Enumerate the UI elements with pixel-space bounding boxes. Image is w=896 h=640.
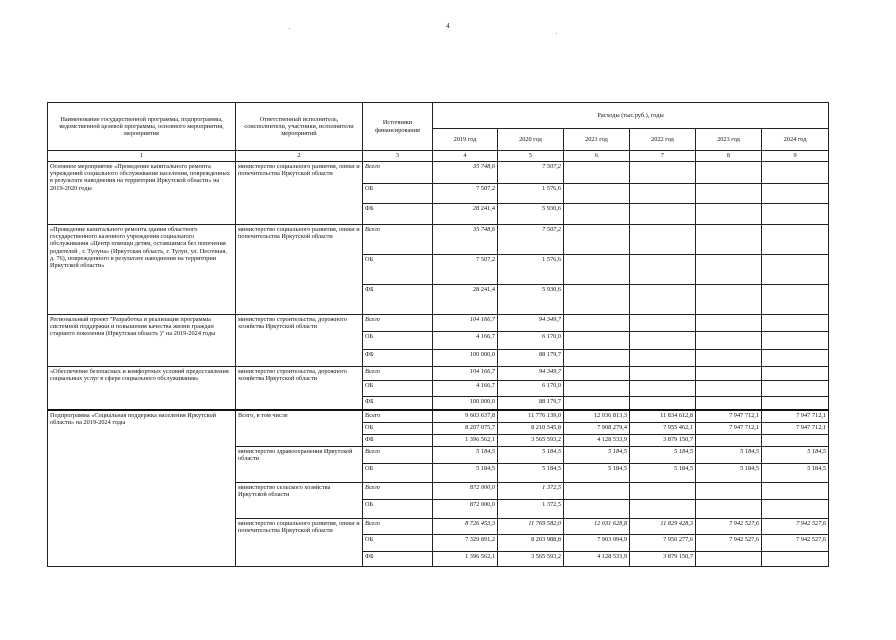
- table-row: [48, 367, 829, 381]
- page-number: 4: [446, 22, 450, 30]
- source-cell: ФБ: [363, 350, 433, 367]
- value-cell: 1 576,6: [498, 255, 564, 285]
- value-cell: [696, 204, 762, 225]
- value-cell: 7 507,2: [498, 225, 564, 255]
- value-cell: 7 942 527,6: [762, 519, 829, 535]
- source-cell: ОБ: [363, 500, 433, 519]
- col-number: 6: [564, 151, 630, 162]
- value-cell: 7 942 527,6: [762, 535, 829, 552]
- value-cell: [762, 184, 829, 204]
- subprogram-name: Подпрограмма «Социальная поддержка населения Иркутской области» на 2019-2024 годы: [48, 410, 236, 567]
- source-cell: ФБ: [363, 397, 433, 410]
- value-cell: [762, 332, 829, 350]
- value-cell: 100 000,0: [433, 397, 498, 410]
- value-cell: 5 184,5: [498, 447, 564, 464]
- source-cell: ОБ: [363, 381, 433, 397]
- value-cell: [630, 255, 696, 285]
- source-cell: Всего: [363, 519, 433, 535]
- source-cell: ФБ: [363, 552, 433, 567]
- header-year: 2022 год: [630, 129, 696, 151]
- value-cell: 28 241,4: [433, 204, 498, 225]
- value-cell: [696, 184, 762, 204]
- value-cell: 872 000,0: [433, 483, 498, 500]
- value-cell: [762, 367, 829, 381]
- value-cell: 5 930,6: [498, 285, 564, 315]
- value-cell: [630, 285, 696, 315]
- source-cell: ОБ: [363, 464, 433, 483]
- value-cell: 7 329 891,2: [433, 535, 498, 552]
- value-cell: [762, 483, 829, 500]
- value-cell: 7 507,2: [433, 255, 498, 285]
- value-cell: [696, 285, 762, 315]
- value-cell: 5 184,5: [696, 447, 762, 464]
- value-cell: 11 776 139,0: [498, 410, 564, 423]
- header-costs: Расходы (тыс.руб.), годы: [433, 103, 829, 129]
- value-cell: [564, 285, 630, 315]
- value-cell: [762, 397, 829, 410]
- value-cell: [696, 367, 762, 381]
- source-cell: ОБ: [363, 332, 433, 350]
- value-cell: [696, 332, 762, 350]
- value-cell: 104 166,7: [433, 367, 498, 381]
- value-cell: 88 179,7: [498, 397, 564, 410]
- value-cell: 35 748,6: [433, 225, 498, 255]
- value-cell: [762, 500, 829, 519]
- value-cell: 872 000,0: [433, 500, 498, 519]
- subprogram-total-label: Всего, в том числе: [236, 410, 363, 447]
- value-cell: [630, 225, 696, 255]
- scan-speck: [289, 28, 290, 29]
- value-cell: 3 879 150,7: [630, 435, 696, 447]
- col-number: 7: [630, 151, 696, 162]
- source-cell: Всего: [363, 410, 433, 423]
- header-year: 2023 год: [696, 129, 762, 151]
- value-cell: 5 184,5: [762, 447, 829, 464]
- value-cell: [762, 315, 829, 332]
- col-number: 2: [236, 151, 363, 162]
- source-cell: Всего: [363, 447, 433, 464]
- value-cell: 9 603 637,8: [433, 410, 498, 423]
- value-cell: [696, 483, 762, 500]
- executor-name: министерство социального развития, опеки и попечительства Иркутской области: [236, 225, 363, 315]
- value-cell: 7 942 527,6: [696, 519, 762, 535]
- value-cell: [696, 350, 762, 367]
- source-cell: Всего: [363, 315, 433, 332]
- value-cell: 5 184,5: [433, 464, 498, 483]
- value-cell: 7 947 712,1: [696, 410, 762, 423]
- value-cell: 5 184,5: [630, 447, 696, 464]
- value-cell: 5 184,5: [564, 447, 630, 464]
- value-cell: 3 879 150,7: [630, 552, 696, 567]
- value-cell: [564, 350, 630, 367]
- value-cell: 4 166,7: [433, 332, 498, 350]
- value-cell: 5 184,5: [630, 464, 696, 483]
- value-cell: 11 829 428,3: [630, 519, 696, 535]
- value-cell: 11 769 582,0: [498, 519, 564, 535]
- header-year: 2019 год: [433, 129, 498, 151]
- measure-name: Основное мероприятие «Проведение капитального ремонта учреждений социального обслуживания населения, поврежденных в результате наводнения на территории Иркутской области» на 2019-2020 годы: [48, 162, 236, 225]
- value-cell: [564, 483, 630, 500]
- executor-name: министерство строительства, дорожного хозяйства Иркутской области: [236, 367, 363, 410]
- source-cell: ФБ: [363, 435, 433, 447]
- value-cell: [564, 381, 630, 397]
- value-cell: [564, 397, 630, 410]
- column-number-row: [48, 151, 829, 162]
- value-cell: 5 184,5: [433, 447, 498, 464]
- header-name: Наименование государственной программы, подпрограммы, ведомственной целевой программы, основного мероприятия, мероприятия: [48, 103, 236, 151]
- value-cell: [696, 225, 762, 255]
- measure-name: «Обеспечение безопасных и комфортных условий предоставления социальных услуг в сфере социального обслуживания»: [48, 367, 236, 410]
- header-source: Источники финансирования: [363, 103, 433, 151]
- col-number: 1: [48, 151, 236, 162]
- value-cell: 1 396 562,1: [433, 435, 498, 447]
- table-row: [48, 225, 829, 255]
- value-cell: 94 349,7: [498, 367, 564, 381]
- value-cell: [564, 332, 630, 350]
- source-cell: ФБ: [363, 285, 433, 315]
- value-cell: [630, 367, 696, 381]
- value-cell: 7 947 712,1: [696, 423, 762, 435]
- value-cell: [696, 397, 762, 410]
- value-cell: [696, 500, 762, 519]
- value-cell: 12 036 813,3: [564, 410, 630, 423]
- value-cell: 7 903 094,9: [564, 535, 630, 552]
- value-cell: [564, 367, 630, 381]
- value-cell: 7 955 462,1: [630, 423, 696, 435]
- value-cell: 94 349,7: [498, 315, 564, 332]
- source-cell: Всего: [363, 483, 433, 500]
- value-cell: 3 565 593,2: [498, 435, 564, 447]
- value-cell: [630, 332, 696, 350]
- table-row: [48, 315, 829, 332]
- value-cell: [762, 225, 829, 255]
- value-cell: 28 241,4: [433, 285, 498, 315]
- scan-speck: [556, 33, 557, 34]
- executor-name: министерство социального развития, опеки и попечительства Иркутской области: [236, 162, 363, 225]
- value-cell: [762, 350, 829, 367]
- value-cell: [696, 162, 762, 184]
- executor-name: министерство здравоохранения Иркутской области: [236, 447, 363, 483]
- value-cell: 5 184,5: [762, 464, 829, 483]
- value-cell: [630, 350, 696, 367]
- value-cell: [630, 397, 696, 410]
- executor-name: министерство сельского хозяйства Иркутской области: [236, 483, 363, 519]
- source-cell: Всего: [363, 162, 433, 184]
- value-cell: 1 396 562,1: [433, 552, 498, 567]
- value-cell: [564, 225, 630, 255]
- value-cell: [564, 315, 630, 332]
- value-cell: 5 184,5: [564, 464, 630, 483]
- executor-name: министерство строительства, дорожного хозяйства Иркутской области: [236, 315, 363, 367]
- value-cell: 5 930,6: [498, 204, 564, 225]
- header-year: 2020 год: [498, 129, 564, 151]
- measure-name: «Проведение капитального ремонта здания областного государственного казенного учреждения социального обслуживания «Центр помощи детям, оставшимся без попечения родителей , г. Тулуна» (Иркутская область, г. Тулун, ул. Песочная, д. 76), поврежденного в результате наводнения на территории Иркутской области»: [48, 225, 236, 315]
- value-cell: 8 210 545,8: [498, 423, 564, 435]
- executor-name: министерство социального развития, опеки и попечительства Иркутской области: [236, 519, 363, 567]
- value-cell: 7 947 712,1: [762, 423, 829, 435]
- value-cell: 1 372,5: [498, 500, 564, 519]
- value-cell: 6 170,0: [498, 332, 564, 350]
- header-year: 2024 год: [762, 129, 829, 151]
- header-executor: Ответственный исполнитель, соисполнители, участники, исполнители мероприятий: [236, 103, 363, 151]
- value-cell: [696, 315, 762, 332]
- value-cell: 7 947 712,1: [762, 410, 829, 423]
- value-cell: 8 203 988,8: [498, 535, 564, 552]
- value-cell: 7 908 279,4: [564, 423, 630, 435]
- value-cell: [630, 500, 696, 519]
- value-cell: [762, 255, 829, 285]
- value-cell: 8 207 075,7: [433, 423, 498, 435]
- value-cell: [762, 285, 829, 315]
- value-cell: 88 179,7: [498, 350, 564, 367]
- value-cell: [564, 162, 630, 184]
- table-row: [48, 410, 829, 423]
- value-cell: 7 950 277,6: [630, 535, 696, 552]
- value-cell: [564, 500, 630, 519]
- col-number: 3: [363, 151, 433, 162]
- source-cell: Всего: [363, 367, 433, 381]
- budget-table: [47, 102, 829, 567]
- source-cell: Всего: [363, 225, 433, 255]
- value-cell: [564, 204, 630, 225]
- value-cell: [696, 435, 762, 447]
- value-cell: [564, 184, 630, 204]
- value-cell: 1 372,5: [498, 483, 564, 500]
- value-cell: 11 834 612,8: [630, 410, 696, 423]
- value-cell: [762, 552, 829, 567]
- value-cell: 35 748,6: [433, 162, 498, 184]
- value-cell: 12 031 628,8: [564, 519, 630, 535]
- value-cell: 5 184,5: [696, 464, 762, 483]
- value-cell: 7 507,2: [498, 162, 564, 184]
- value-cell: 8 726 453,3: [433, 519, 498, 535]
- value-cell: 104 166,7: [433, 315, 498, 332]
- value-cell: [696, 255, 762, 285]
- value-cell: [762, 435, 829, 447]
- value-cell: 7 507,2: [433, 184, 498, 204]
- value-cell: [630, 204, 696, 225]
- source-cell: ОБ: [363, 184, 433, 204]
- value-cell: [696, 552, 762, 567]
- value-cell: [630, 184, 696, 204]
- value-cell: 7 942 527,6: [696, 535, 762, 552]
- col-number: 5: [498, 151, 564, 162]
- value-cell: [762, 381, 829, 397]
- value-cell: 3 565 593,2: [498, 552, 564, 567]
- value-cell: 4 166,7: [433, 381, 498, 397]
- value-cell: [696, 381, 762, 397]
- measure-name: Региональный проект "Разработка и реализация программы системной поддержки и повышения качества жизни граждан старшего поколения (Иркутская область )" на 2019-2024 годы: [48, 315, 236, 367]
- table-row: [48, 162, 829, 184]
- header-year: 2021 год: [564, 129, 630, 151]
- source-cell: ОБ: [363, 535, 433, 552]
- value-cell: 6 170,0: [498, 381, 564, 397]
- value-cell: 100 000,0: [433, 350, 498, 367]
- value-cell: 1 576,6: [498, 184, 564, 204]
- value-cell: 5 184,5: [498, 464, 564, 483]
- value-cell: [762, 204, 829, 225]
- source-cell: ОБ: [363, 255, 433, 285]
- value-cell: [762, 162, 829, 184]
- value-cell: [630, 483, 696, 500]
- value-cell: [564, 255, 630, 285]
- col-number: 8: [696, 151, 762, 162]
- col-number: 4: [433, 151, 498, 162]
- col-number: 9: [762, 151, 829, 162]
- value-cell: [630, 162, 696, 184]
- value-cell: 4 128 533,9: [564, 435, 630, 447]
- value-cell: [630, 315, 696, 332]
- value-cell: 4 128 533,9: [564, 552, 630, 567]
- value-cell: [630, 381, 696, 397]
- source-cell: ОБ: [363, 423, 433, 435]
- source-cell: ФБ: [363, 204, 433, 225]
